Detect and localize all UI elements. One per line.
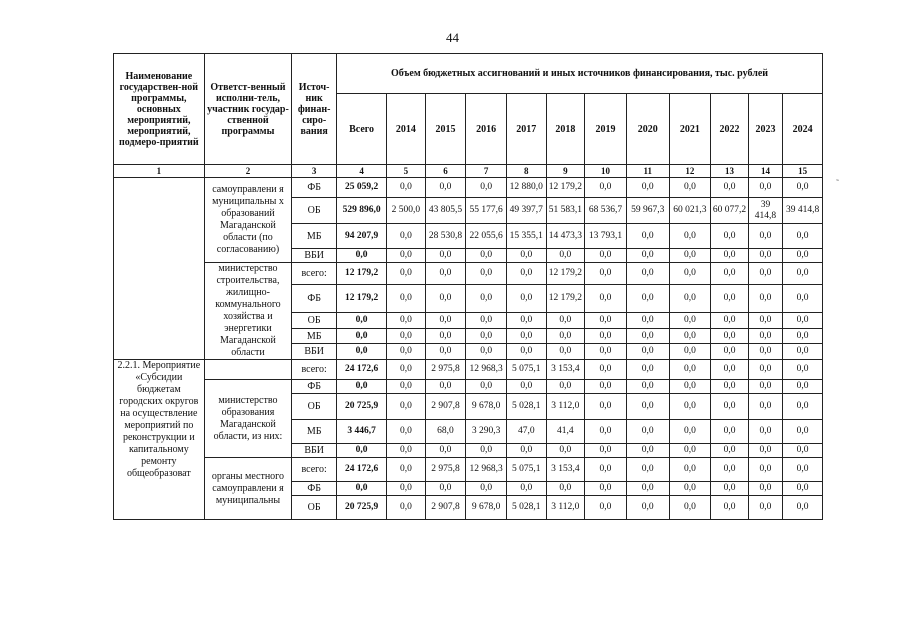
budget-table: [113, 53, 823, 520]
year-value-cell: 0,0: [466, 263, 507, 285]
total-cell: 0,0: [337, 344, 387, 360]
year-value-cell: 0,0: [711, 420, 749, 444]
year-value-cell: 0,0: [669, 328, 711, 344]
year-value-cell: 0,0: [466, 444, 507, 458]
year-value-cell: 0,0: [546, 328, 585, 344]
year-value-cell: 0,0: [748, 496, 782, 520]
year-value-cell: 0,0: [669, 313, 711, 329]
year-value-cell: 0,0: [585, 380, 627, 394]
year-value-cell: 0,0: [387, 249, 426, 263]
total-cell: 0,0: [337, 249, 387, 263]
year-value-cell: 0,0: [466, 482, 507, 496]
year-value-cell: 0,0: [387, 360, 426, 380]
year-value-cell: 0,0: [748, 249, 782, 263]
year-value-cell: 0,0: [387, 285, 426, 313]
year-value-cell: 0,0: [425, 328, 466, 344]
year-value-cell: 0,0: [506, 249, 546, 263]
source-cell: ВБИ: [292, 249, 337, 263]
year-value-cell: 0,0: [387, 496, 426, 520]
total-cell: 20 725,9: [337, 496, 387, 520]
year-value-cell: 43 805,5: [425, 198, 466, 224]
year-value-cell: 0,0: [506, 444, 546, 458]
source-cell: ОБ: [292, 496, 337, 520]
source-cell: МБ: [292, 224, 337, 249]
year-value-cell: 0,0: [711, 394, 749, 420]
year-value-cell: 0,0: [783, 420, 823, 444]
year-value-cell: 0,0: [783, 285, 823, 313]
year-value-cell: 0,0: [669, 178, 711, 198]
page-number: 44: [446, 30, 459, 45]
source-cell: МБ: [292, 420, 337, 444]
year-value-cell: 5 028,1: [506, 496, 546, 520]
column-index: 13: [711, 165, 749, 178]
year-value-cell: 13 793,1: [585, 224, 627, 249]
header-year: 2014: [387, 94, 426, 165]
year-value-cell: 0,0: [506, 328, 546, 344]
year-value-cell: 0,0: [711, 249, 749, 263]
year-value-cell: 0,0: [425, 444, 466, 458]
year-value-cell: 0,0: [711, 285, 749, 313]
year-value-cell: 14 473,3: [546, 224, 585, 249]
year-value-cell: 0,0: [585, 394, 627, 420]
year-value-cell: 0,0: [669, 420, 711, 444]
column-index: 2: [204, 165, 292, 178]
year-value-cell: 0,0: [466, 178, 507, 198]
year-value-cell: 9 678,0: [466, 394, 507, 420]
year-value-cell: 0,0: [425, 380, 466, 394]
year-value-cell: 0,0: [711, 313, 749, 329]
column-index: 12: [669, 165, 711, 178]
year-value-cell: 12 179,2: [546, 285, 585, 313]
year-value-cell: 0,0: [783, 263, 823, 285]
year-value-cell: 12 179,2: [546, 263, 585, 285]
total-cell: 3 446,7: [337, 420, 387, 444]
source-cell: ФБ: [292, 178, 337, 198]
column-index: 14: [748, 165, 782, 178]
year-value-cell: 0,0: [466, 380, 507, 394]
year-value-cell: 0,0: [783, 328, 823, 344]
year-value-cell: 0,0: [546, 380, 585, 394]
year-value-cell: 0,0: [425, 344, 466, 360]
executor-cell: органы местного самоуправлени я муниципальны: [204, 458, 292, 520]
year-value-cell: 0,0: [626, 224, 669, 249]
year-value-cell: 3 290,3: [466, 420, 507, 444]
header-year: 2022: [711, 94, 749, 165]
source-cell: ФБ: [292, 285, 337, 313]
year-value-cell: 0,0: [626, 313, 669, 329]
year-value-cell: 0,0: [783, 458, 823, 482]
year-value-cell: 0,0: [783, 444, 823, 458]
header-name: Наименование государствен-ной программы, основных мероприятий, мероприятий, подмеро-приятий: [114, 54, 205, 165]
year-value-cell: 0,0: [783, 496, 823, 520]
year-value-cell: 0,0: [585, 360, 627, 380]
year-value-cell: 0,0: [585, 249, 627, 263]
year-value-cell: 0,0: [626, 263, 669, 285]
year-value-cell: 0,0: [585, 344, 627, 360]
year-value-cell: 12 179,2: [546, 178, 585, 198]
margin-mark: ˜: [836, 178, 839, 188]
year-value-cell: 0,0: [626, 496, 669, 520]
year-value-cell: 0,0: [669, 285, 711, 313]
year-value-cell: 2 975,8: [425, 458, 466, 482]
column-index: 11: [626, 165, 669, 178]
year-value-cell: 0,0: [669, 263, 711, 285]
year-value-cell: 2 975,8: [425, 360, 466, 380]
year-value-cell: 0,0: [387, 444, 426, 458]
year-value-cell: 0,0: [626, 380, 669, 394]
year-value-cell: 0,0: [585, 178, 627, 198]
executor-cell: министерство образования Магаданской области, из них:: [204, 380, 292, 458]
year-value-cell: 0,0: [783, 344, 823, 360]
year-value-cell: 0,0: [748, 313, 782, 329]
year-value-cell: 39 414,8: [748, 198, 782, 224]
year-value-cell: 0,0: [546, 482, 585, 496]
year-value-cell: 0,0: [387, 482, 426, 496]
year-value-cell: 0,0: [585, 496, 627, 520]
header-year: 2020: [626, 94, 669, 165]
table-row: [114, 263, 823, 285]
source-cell: ФБ: [292, 482, 337, 496]
year-value-cell: 0,0: [748, 380, 782, 394]
name-cell-continued: [114, 178, 205, 360]
year-value-cell: 12 968,3: [466, 458, 507, 482]
year-value-cell: 0,0: [783, 313, 823, 329]
year-value-cell: 0,0: [425, 263, 466, 285]
source-cell: ОБ: [292, 313, 337, 329]
year-value-cell: 51 583,1: [546, 198, 585, 224]
header-year: 2016: [466, 94, 507, 165]
year-value-cell: 39 414,8: [783, 198, 823, 224]
total-cell: 0,0: [337, 482, 387, 496]
header-total: Всего: [337, 94, 387, 165]
header-source: Источ-ник финан-сиро-вания: [292, 54, 337, 165]
year-value-cell: 0,0: [546, 344, 585, 360]
year-value-cell: 68 536,7: [585, 198, 627, 224]
column-index: 9: [546, 165, 585, 178]
year-value-cell: 0,0: [669, 380, 711, 394]
year-value-cell: 0,0: [506, 344, 546, 360]
year-value-cell: 0,0: [783, 224, 823, 249]
year-value-cell: 0,0: [466, 313, 507, 329]
year-value-cell: 47,0: [506, 420, 546, 444]
table-row: [114, 360, 823, 380]
year-value-cell: 0,0: [626, 444, 669, 458]
year-value-cell: 0,0: [387, 344, 426, 360]
year-value-cell: 12 880,0: [506, 178, 546, 198]
column-index: 15: [783, 165, 823, 178]
year-value-cell: 0,0: [711, 328, 749, 344]
total-cell: 25 059,2: [337, 178, 387, 198]
column-index: 4: [337, 165, 387, 178]
year-value-cell: 0,0: [466, 285, 507, 313]
year-value-cell: 0,0: [748, 285, 782, 313]
year-value-cell: 0,0: [626, 420, 669, 444]
year-value-cell: 0,0: [626, 394, 669, 420]
year-value-cell: 0,0: [585, 328, 627, 344]
year-value-cell: 0,0: [748, 224, 782, 249]
measure-name-cell: 2.2.1. Мероприятие «Субсидии бюджетам городских округов на осуществление мероприятий по реконструкции и капитальному ремонту общеобразоват: [114, 360, 205, 520]
year-value-cell: 0,0: [387, 458, 426, 482]
source-cell: всего:: [292, 458, 337, 482]
year-value-cell: 0,0: [711, 360, 749, 380]
year-value-cell: 0,0: [585, 263, 627, 285]
year-value-cell: 0,0: [783, 178, 823, 198]
year-value-cell: 2 500,0: [387, 198, 426, 224]
year-value-cell: 0,0: [669, 394, 711, 420]
header-executor: Ответст-венный исполни-тель, участник государ-ственной программы: [204, 54, 292, 165]
table-row: [114, 380, 823, 394]
year-value-cell: 12 968,3: [466, 360, 507, 380]
year-value-cell: 0,0: [669, 496, 711, 520]
year-value-cell: 0,0: [585, 313, 627, 329]
year-value-cell: 0,0: [626, 360, 669, 380]
year-value-cell: 0,0: [387, 380, 426, 394]
year-value-cell: 3 153,4: [546, 360, 585, 380]
year-value-cell: 0,0: [711, 458, 749, 482]
year-value-cell: 60 077,2: [711, 198, 749, 224]
year-value-cell: 0,0: [748, 458, 782, 482]
table-row: [114, 458, 823, 482]
year-value-cell: 68,0: [425, 420, 466, 444]
year-value-cell: 0,0: [748, 360, 782, 380]
column-index: 8: [506, 165, 546, 178]
source-cell: всего:: [292, 263, 337, 285]
year-value-cell: 0,0: [387, 178, 426, 198]
year-value-cell: 0,0: [711, 380, 749, 394]
year-value-cell: 0,0: [711, 178, 749, 198]
year-value-cell: 0,0: [387, 224, 426, 249]
year-value-cell: 0,0: [669, 444, 711, 458]
year-value-cell: 0,0: [585, 420, 627, 444]
year-value-cell: 0,0: [585, 482, 627, 496]
total-cell: 20 725,9: [337, 394, 387, 420]
total-cell: 12 179,2: [337, 263, 387, 285]
executor-empty-cell: [204, 360, 292, 380]
year-value-cell: 49 397,7: [506, 198, 546, 224]
table-row: [114, 178, 823, 198]
year-value-cell: 5 075,1: [506, 360, 546, 380]
column-index: 5: [387, 165, 426, 178]
year-value-cell: 3 153,4: [546, 458, 585, 482]
total-cell: 94 207,9: [337, 224, 387, 249]
year-value-cell: 0,0: [425, 482, 466, 496]
year-value-cell: 15 355,1: [506, 224, 546, 249]
year-value-cell: 59 967,3: [626, 198, 669, 224]
executor-cell: самоуправлени я муниципальны х образований Магаданской области (по согласованию): [204, 178, 292, 263]
year-value-cell: 0,0: [748, 344, 782, 360]
source-cell: ВБИ: [292, 444, 337, 458]
total-cell: 0,0: [337, 444, 387, 458]
total-cell: 0,0: [337, 380, 387, 394]
year-value-cell: 41,4: [546, 420, 585, 444]
year-value-cell: 0,0: [546, 444, 585, 458]
year-value-cell: 0,0: [783, 360, 823, 380]
header-year: 2023: [748, 94, 782, 165]
year-value-cell: 0,0: [585, 285, 627, 313]
year-value-cell: 0,0: [626, 458, 669, 482]
year-value-cell: 0,0: [748, 482, 782, 496]
year-value-cell: 0,0: [669, 224, 711, 249]
year-value-cell: 9 678,0: [466, 496, 507, 520]
column-index: 3: [292, 165, 337, 178]
year-value-cell: 0,0: [506, 313, 546, 329]
year-value-cell: 0,0: [783, 482, 823, 496]
year-value-cell: 0,0: [669, 482, 711, 496]
year-value-cell: 0,0: [506, 482, 546, 496]
year-value-cell: 0,0: [669, 360, 711, 380]
year-value-cell: 0,0: [711, 224, 749, 249]
year-value-cell: 0,0: [748, 444, 782, 458]
year-value-cell: 0,0: [466, 344, 507, 360]
header-year: 2024: [783, 94, 823, 165]
total-cell: 24 172,6: [337, 458, 387, 482]
total-cell: 24 172,6: [337, 360, 387, 380]
year-value-cell: 0,0: [585, 444, 627, 458]
year-value-cell: 0,0: [748, 420, 782, 444]
header-year: 2018: [546, 94, 585, 165]
year-value-cell: 0,0: [387, 394, 426, 420]
year-value-cell: 28 530,8: [425, 224, 466, 249]
year-value-cell: 0,0: [585, 458, 627, 482]
year-value-cell: 0,0: [711, 263, 749, 285]
year-value-cell: 0,0: [711, 496, 749, 520]
year-value-cell: 0,0: [626, 285, 669, 313]
year-value-cell: 0,0: [425, 313, 466, 329]
year-value-cell: 0,0: [387, 328, 426, 344]
year-value-cell: 2 907,8: [425, 496, 466, 520]
year-value-cell: 3 112,0: [546, 496, 585, 520]
year-value-cell: 0,0: [748, 328, 782, 344]
year-value-cell: 0,0: [783, 249, 823, 263]
year-value-cell: 0,0: [711, 482, 749, 496]
source-cell: всего:: [292, 360, 337, 380]
source-cell: МБ: [292, 328, 337, 344]
year-value-cell: 0,0: [425, 249, 466, 263]
source-cell: ФБ: [292, 380, 337, 394]
year-value-cell: 0,0: [626, 249, 669, 263]
year-value-cell: 0,0: [669, 249, 711, 263]
year-value-cell: 0,0: [748, 263, 782, 285]
year-value-cell: 2 907,8: [425, 394, 466, 420]
header-year: 2019: [585, 94, 627, 165]
header-year: 2017: [506, 94, 546, 165]
year-value-cell: 0,0: [466, 249, 507, 263]
source-cell: ВБИ: [292, 344, 337, 360]
year-value-cell: 0,0: [748, 394, 782, 420]
year-value-cell: 5 028,1: [506, 394, 546, 420]
year-value-cell: 0,0: [711, 444, 749, 458]
year-value-cell: 22 055,6: [466, 224, 507, 249]
total-cell: 529 896,0: [337, 198, 387, 224]
year-value-cell: 0,0: [783, 380, 823, 394]
year-value-cell: 55 177,6: [466, 198, 507, 224]
column-index: 6: [425, 165, 466, 178]
year-value-cell: 0,0: [466, 328, 507, 344]
year-value-cell: 0,0: [626, 482, 669, 496]
year-value-cell: 0,0: [425, 285, 466, 313]
column-index: 1: [114, 165, 205, 178]
header-volume: Объем бюджетных ассигнований и иных источников финансирования, тыс. рублей: [337, 54, 823, 94]
year-value-cell: 0,0: [546, 249, 585, 263]
year-value-cell: 60 021,3: [669, 198, 711, 224]
executor-cell: министерство строительства, жилищно-коммунального хозяйства и энергетики Магаданской области: [204, 263, 292, 360]
year-value-cell: 0,0: [506, 263, 546, 285]
column-index: 10: [585, 165, 627, 178]
year-value-cell: 0,0: [711, 344, 749, 360]
header-year: 2021: [669, 94, 711, 165]
year-value-cell: 0,0: [626, 328, 669, 344]
year-value-cell: 0,0: [546, 313, 585, 329]
header-year: 2015: [425, 94, 466, 165]
year-value-cell: 0,0: [626, 178, 669, 198]
year-value-cell: 0,0: [669, 458, 711, 482]
year-value-cell: 0,0: [783, 394, 823, 420]
year-value-cell: 0,0: [626, 344, 669, 360]
year-value-cell: 0,0: [506, 285, 546, 313]
year-value-cell: 0,0: [387, 263, 426, 285]
source-cell: ОБ: [292, 198, 337, 224]
year-value-cell: 0,0: [669, 344, 711, 360]
year-value-cell: 3 112,0: [546, 394, 585, 420]
year-value-cell: 5 075,1: [506, 458, 546, 482]
source-cell: ОБ: [292, 394, 337, 420]
year-value-cell: 0,0: [748, 178, 782, 198]
total-cell: 12 179,2: [337, 285, 387, 313]
total-cell: 0,0: [337, 328, 387, 344]
year-value-cell: 0,0: [387, 420, 426, 444]
total-cell: 0,0: [337, 313, 387, 329]
year-value-cell: 0,0: [425, 178, 466, 198]
year-value-cell: 0,0: [387, 313, 426, 329]
column-index: 7: [466, 165, 507, 178]
year-value-cell: 0,0: [506, 380, 546, 394]
